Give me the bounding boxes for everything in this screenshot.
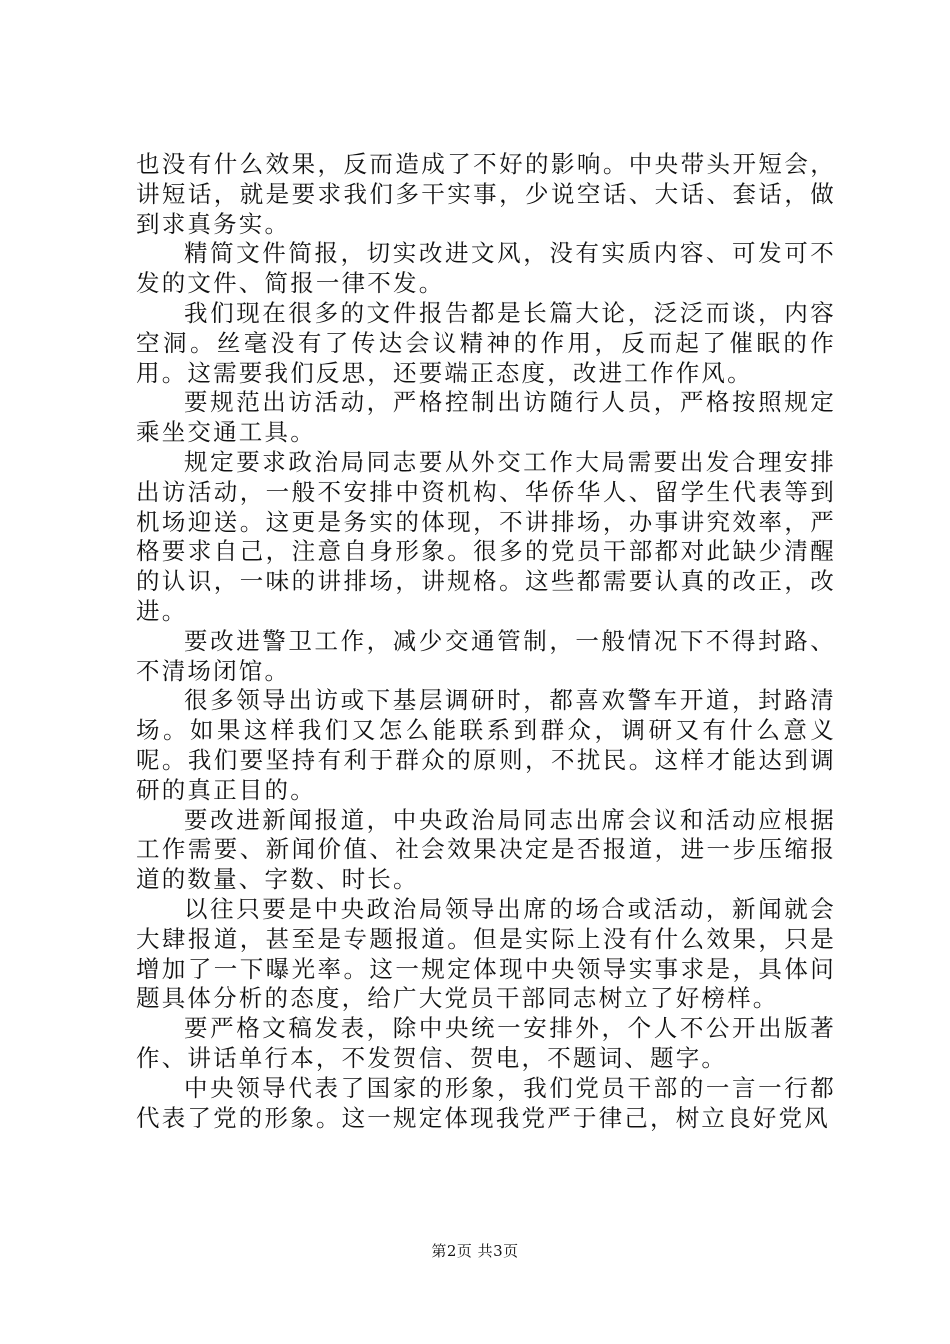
paragraph-9: 以往只要是中央政治局领导出席的场合或活动，新闻就会大肆报道，甚至是专题报道。但是实际上没有什么效果，只是增加了一下曝光率。这一规定体现中央领导实事求是，具体问题具体分析的态度，给广大党员干部同志树立了好榜样。 [136, 894, 836, 1013]
paragraph-11: 中央领导代表了国家的形象，我们党员干部的一言一行都代表了党的形象。这一规定体现我党严于律己，树立良好党风 [136, 1073, 836, 1132]
paragraph-2: 精简文件简报，切实改进文风，没有实质内容、可发可不发的文件、简报一律不发。 [136, 239, 836, 298]
paragraph-6: 要改进警卫工作，减少交通管制，一般情况下不得封路、不清场闭馆。 [136, 626, 836, 685]
paragraph-3: 我们现在很多的文件报告都是长篇大论，泛泛而谈，内容空洞。丝毫没有了传达会议精神的作用，反而起了催眠的作用。这需要我们反思，还要端正态度，改进工作作风。 [136, 298, 836, 387]
paragraph-7: 很多领导出访或下基层调研时，都喜欢警车开道，封路清场。如果这样我们又怎么能联系到群众，调研又有什么意义呢。我们要坚持有利于群众的原则，不扰民。这样才能达到调研的真正目的。 [136, 686, 836, 804]
paragraph-4: 要规范出访活动，严格控制出访随行人员，严格按照规定乘坐交通工具。 [136, 388, 836, 447]
paragraph-5: 规定要求政治局同志要从外交工作大局需要出发合理安排出访活动，一般不安排中资机构、华侨华人、留学生代表等到机场迎送。这更是务实的体现，不讲排场，办事讲究效率，严格要求自己，注意自身形象。很多的党员干部都对此缺少清醒的认识，一味的讲排场，讲规格。这些都需要认真的改正，改进。 [136, 447, 836, 625]
document-body [136, 150, 836, 1133]
page-number-footer: 第2页 共3页 [431, 1242, 519, 1260]
paragraph-10: 要严格文稿发表，除中央统一安排外，个人不公开出版著作、讲话单行本，不发贺信、贺电，不题词、题字。 [136, 1014, 836, 1072]
paragraph-1: 也没有什么效果，反而造成了不好的影响。中央带头开短会，讲短话，就是要求我们多干实事，少说空话、大话、套话，做到求真务实。 [136, 150, 836, 238]
paragraph-8: 要改进新闻报道，中央政治局同志出席会议和活动应根据工作需要、新闻价值、社会效果决定是否报道，进一步压缩报道的数量、字数、时长。 [136, 805, 836, 894]
